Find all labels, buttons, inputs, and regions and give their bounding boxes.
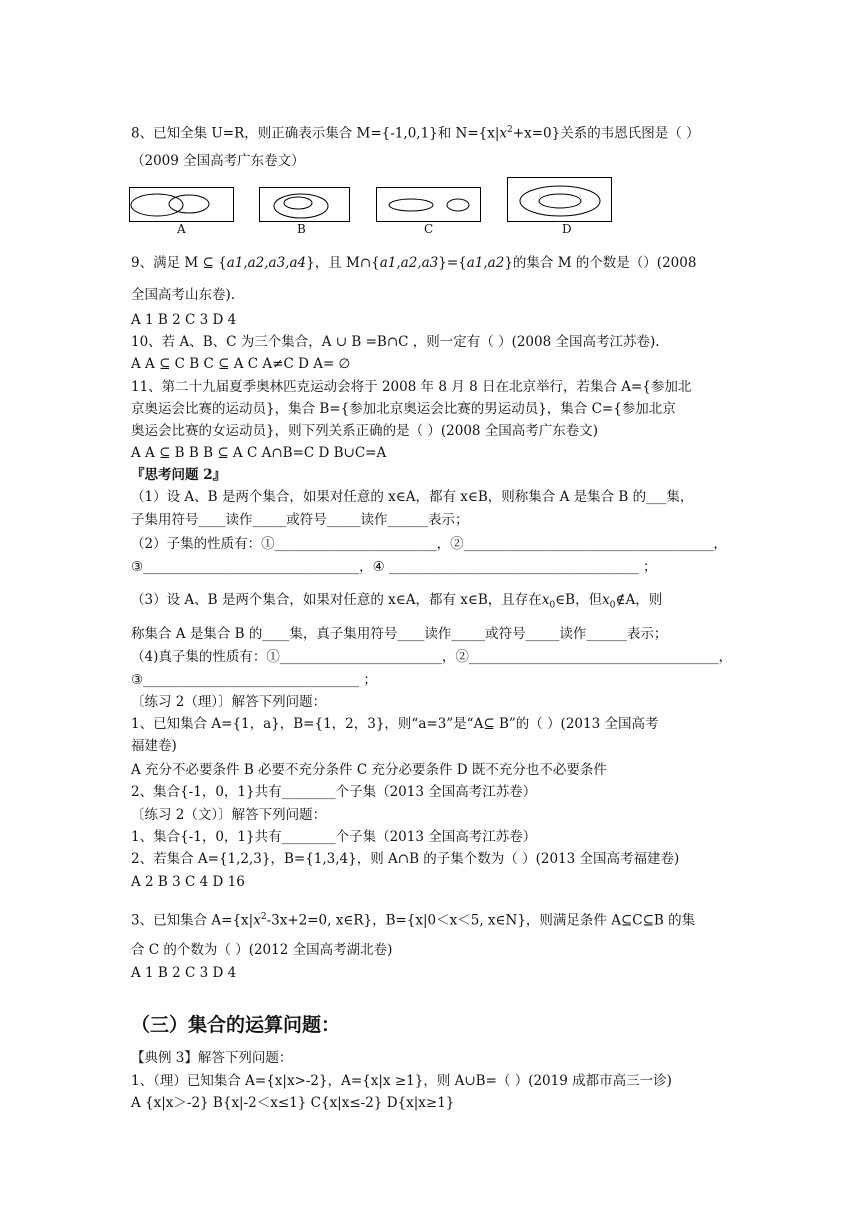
q3-var-x: x bbox=[253, 912, 261, 929]
practice2-wen-q1: 1、集合{-1，0，1}共有________个子集（2013 全国高考江苏卷） bbox=[131, 829, 537, 845]
venn-diagram-d bbox=[507, 177, 613, 223]
think2-line-3: （2）子集的性质有：①________________________，②_____________________________________， bbox=[131, 536, 727, 552]
q9-text-b: }，且 M∩{ bbox=[306, 255, 380, 271]
q9-source: 全国高考山东卷). bbox=[131, 287, 236, 303]
think2-line-2: 子集用符号____读作_____或符号_____读作______表示； bbox=[131, 512, 469, 528]
practice2-wen-q2-options: A 2 B 3 C 4 D 16 bbox=[131, 874, 245, 890]
q9-text-a: 9、满足 M ⊆ { bbox=[131, 255, 227, 271]
q3-exp: 2 bbox=[260, 912, 267, 922]
q9-line bbox=[131, 254, 696, 272]
section-3-heading: （三）集合的运算问题： bbox=[131, 1014, 341, 1036]
venn-diagram-b bbox=[259, 187, 351, 223]
think2-line-5: （3）设 A、B 是两个集合，如果对任意的 x∈A，都有 x∈B，且存在$x_0\in B$，但$x_0\notin A$，则 bbox=[131, 592, 663, 611]
think2-title bbox=[131, 466, 226, 484]
q9-set-all: a1,a2,a3,a4 bbox=[226, 255, 307, 271]
example3-title: 【典例 3】解答下列问题： bbox=[131, 1050, 293, 1066]
practice2-wen-title: 〔练习 2（文）〕解答下列问题： bbox=[131, 807, 327, 823]
q9-text-d: }的集合 M 的个数是（）(2008 bbox=[504, 255, 697, 271]
q9-set-two: a1,a2 bbox=[466, 255, 505, 271]
venn-diagram-a bbox=[129, 187, 235, 223]
q9-set-three: a1,a2,a3 bbox=[379, 255, 439, 271]
q8-line bbox=[131, 121, 700, 143]
think2-line-8: ③________________________________ ； bbox=[131, 672, 377, 688]
example3-q1-options: A {x|x＞-2} B{x|-2＜x≤1} C{x|x≤-2} D{x|x≥1} bbox=[131, 1095, 455, 1111]
practice2-wen-q3-line-1 bbox=[131, 908, 695, 930]
practice2-wen-q3-line-2: 合 C 的个数为（ ）(2012 全国高考湖北卷) bbox=[131, 942, 393, 958]
practice2-wen-q3-options: A 1 B 2 C 3 D 4 bbox=[131, 965, 237, 981]
q8-text-a: 8、已知全集 U=R，则正确表示集合 M={-1,0,1}和 N={x| bbox=[131, 125, 500, 142]
venn-diagram-c bbox=[376, 187, 482, 223]
q11-options: A A ⊆ B B B ⊆ A C A∩B=C D B∪C=A bbox=[131, 445, 387, 461]
q9-text-c: }={ bbox=[438, 255, 467, 271]
practice2-li-q1-line-1: 1、已知集合 A={1，a}，B={1，2，3}，则“a=3”是“A⊆ B”的（ ）(2013 全国高考 bbox=[131, 716, 659, 732]
q8-source: （2009 全国高考广东卷文） bbox=[131, 153, 305, 169]
venn-label-d: D bbox=[562, 222, 572, 236]
think2-line-4: ③________________________________，④ _____________________________________ ； bbox=[131, 559, 657, 575]
think2-l5c: ∉A，则 bbox=[615, 592, 663, 608]
q8-var-x: x bbox=[499, 125, 508, 142]
practice2-wen-q2: 2、若集合 A={1,2,3}，B={1,3,4}，则 A∩B 的子集个数为（ ）(2013 全国高考福建卷) bbox=[131, 851, 680, 867]
venn-label-a: A bbox=[177, 222, 186, 236]
think2-l5b: ∈B，但 bbox=[555, 592, 603, 608]
think2-line-7: （4)真子集的性质有：①________________________，②_____________________________________， bbox=[131, 649, 733, 665]
practice2-li-q1-options: A 充分不必要条件 B 必要不充分条件 C 充分必要条件 D 既不充分也不必要条件 bbox=[131, 762, 607, 778]
q11-line-2: 京奥运会比赛的运动员}，集合 B={参加北京奥运会比赛的男运动员}，集合 C={参加北京 bbox=[131, 401, 676, 417]
venn-label-c: C bbox=[424, 222, 434, 236]
practice2-li-title: 〔练习 2（理）〕解答下列问题： bbox=[131, 694, 327, 710]
q10-options: A A ⊆ C B C ⊆ A C A≠C D A= ∅ bbox=[131, 356, 351, 372]
think2-x0-second: x bbox=[602, 592, 610, 608]
think2-title-text: 『思考问题 2』 bbox=[131, 467, 227, 483]
q11-line-3: 奥运会比赛的女运动员}，则下列关系正确的是（ ）(2008 全国高考广东卷文) bbox=[131, 423, 599, 439]
practice2-li-q2: 2、集合{-1，0，1}共有________个子集（2013 全国高考江苏卷） bbox=[131, 784, 537, 800]
q8-text-b: +x=0}关系的韦恩氏图是（ ） bbox=[512, 125, 700, 142]
q8-exp: 2 bbox=[507, 125, 513, 135]
q9-options: A 1 B 2 C 3 D 4 bbox=[131, 312, 237, 328]
q3-text-b: -3x+2=0, x∈R}，B={x|0＜x＜5, x∈N}，则满足条件 A⊆C⊆B 的集 bbox=[266, 912, 696, 929]
q11-line-1: 11、第二十九届夏季奥林匹克运动会将于 2008 年 8 月 8 日在北京举行，若集合 A={参加北 bbox=[131, 379, 692, 395]
think2-line-6: 称集合 A 是集合 B 的____集，真子集用符号____读作_____或符号_____读作______表示； bbox=[131, 626, 668, 642]
q10-question: 10、若 A、B、C 为三个集合，A ∪ B =B∩C ，则一定有（ ）(2008 全国高考江苏卷). bbox=[131, 334, 660, 350]
example3-q1: 1、（理）已知集合 A={x|x>-2}，A={x|x ≥1}，则 A∪B=（ ）(2019 成都市高三一诊) bbox=[131, 1073, 672, 1089]
think2-x0-first: x bbox=[541, 592, 550, 608]
q3-text-a: 3、已知集合 A={x| bbox=[131, 912, 254, 929]
think2-line-1: （1）设 A、B 是两个集合，如果对任意的 x∈A，都有 x∈B，则称集合 A 是集合 B 的___集， bbox=[131, 489, 694, 505]
think2-l5a: （3）设 A、B 是两个集合，如果对任意的 x∈A，都有 x∈B，且存在 bbox=[131, 592, 542, 608]
venn-label-b: B bbox=[297, 222, 306, 236]
practice2-li-q1-line-2: 福建卷) bbox=[131, 738, 177, 754]
